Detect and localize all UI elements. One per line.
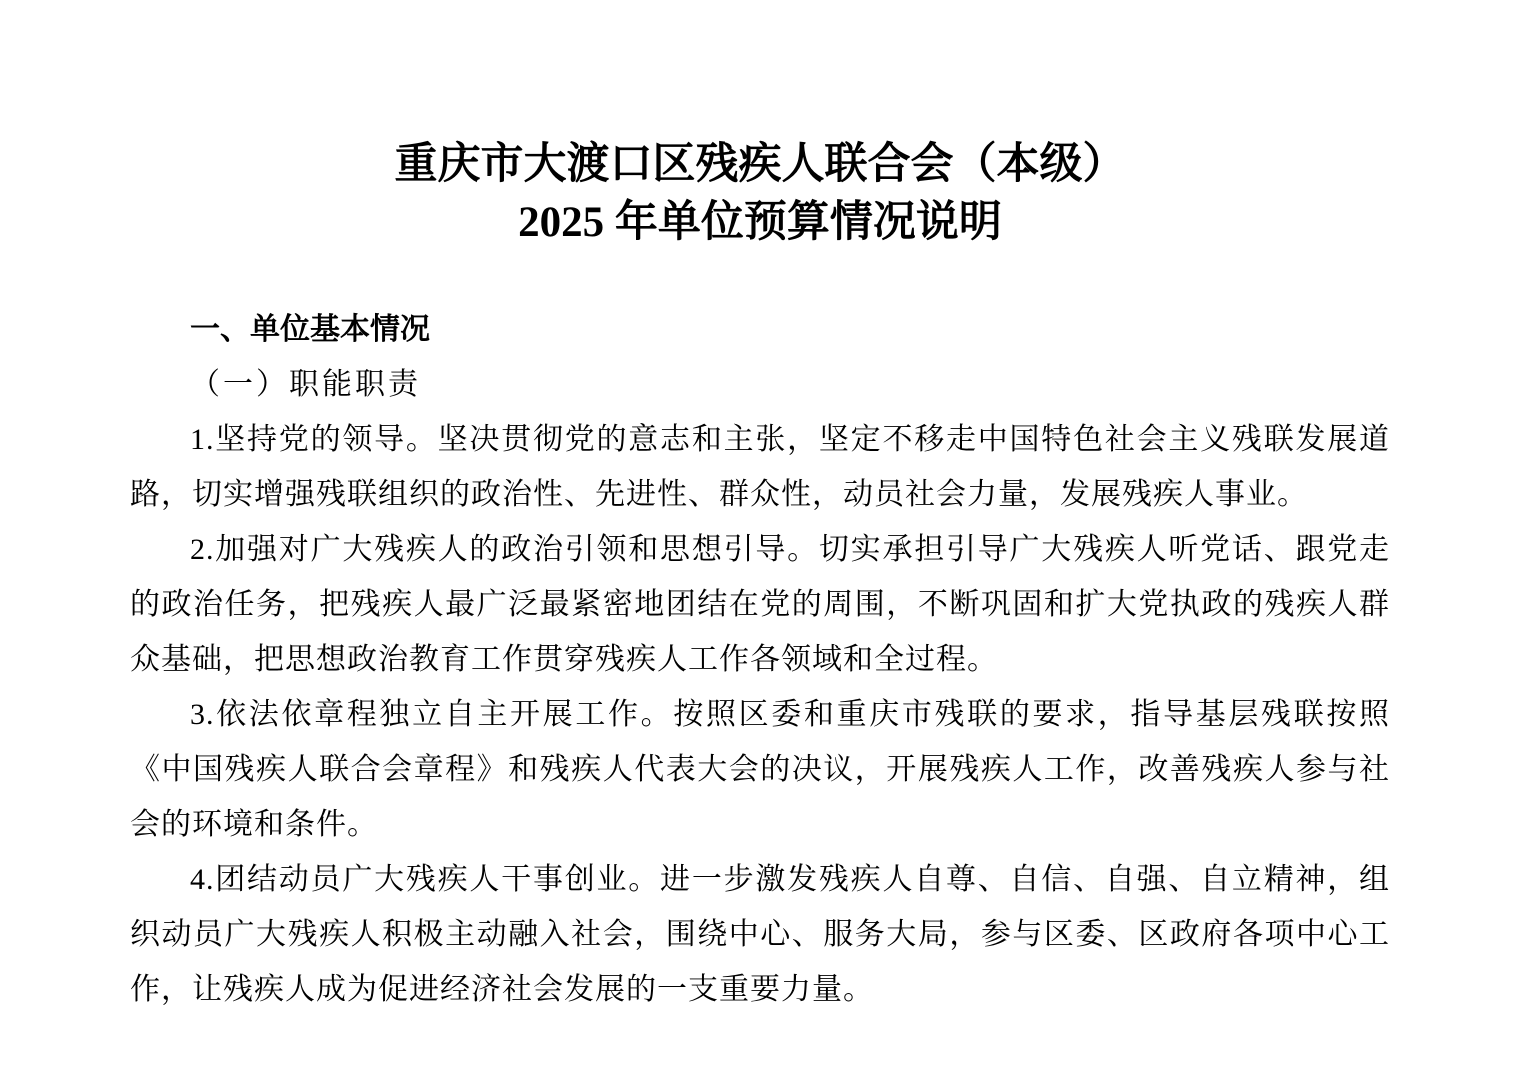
paragraph-duty-4: 4.团结动员广大残疾人干事创业。进一步激发残疾人自尊、自信、自强、自立精神，组织动员广大残疾人积极主动融入社会，围绕中心、服务大局，参与区委、区政府各项中心工作，让残疾人成为促进经济社会发展的一支重要力量。 bbox=[130, 863, 1390, 1006]
document-body bbox=[130, 302, 1390, 1017]
paragraph-duty-2: 2.加强对广大残疾人的政治引领和思想引导。切实承担引导广大残疾人听党话、跟党走的政治任务，把残疾人最广泛最紧密地团结在党的周围，不断巩固和扩大党执政的残疾人群众基础，把思想政治教育工作贯穿残疾人工作各领域和全过程。 bbox=[130, 533, 1390, 676]
document-title bbox=[130, 136, 1390, 252]
document-title-line2: 2025 年单位预算情况说明 bbox=[518, 199, 1002, 246]
subsection-heading-duties: （一）职能职责 bbox=[190, 368, 421, 401]
paragraph-duty-3: 3.依法依章程独立自主开展工作。按照区委和重庆市残联的要求，指导基层残联按照《中国残疾人联合会章程》和残疾人代表大会的决议，开展残疾人工作，改善残疾人参与社会的环境和条件。 bbox=[130, 698, 1390, 841]
section-heading-basic-info: 一、单位基本情况 bbox=[190, 313, 430, 346]
document-title-line1: 重庆市大渡口区残疾人联合会（本级） bbox=[394, 141, 1126, 188]
paragraph-duty-1: 1.坚持党的领导。坚决贯彻党的意志和主张，坚定不移走中国特色社会主义残联发展道路，切实增强残联组织的政治性、先进性、群众性，动员社会力量，发展残疾人事业。 bbox=[130, 423, 1390, 511]
